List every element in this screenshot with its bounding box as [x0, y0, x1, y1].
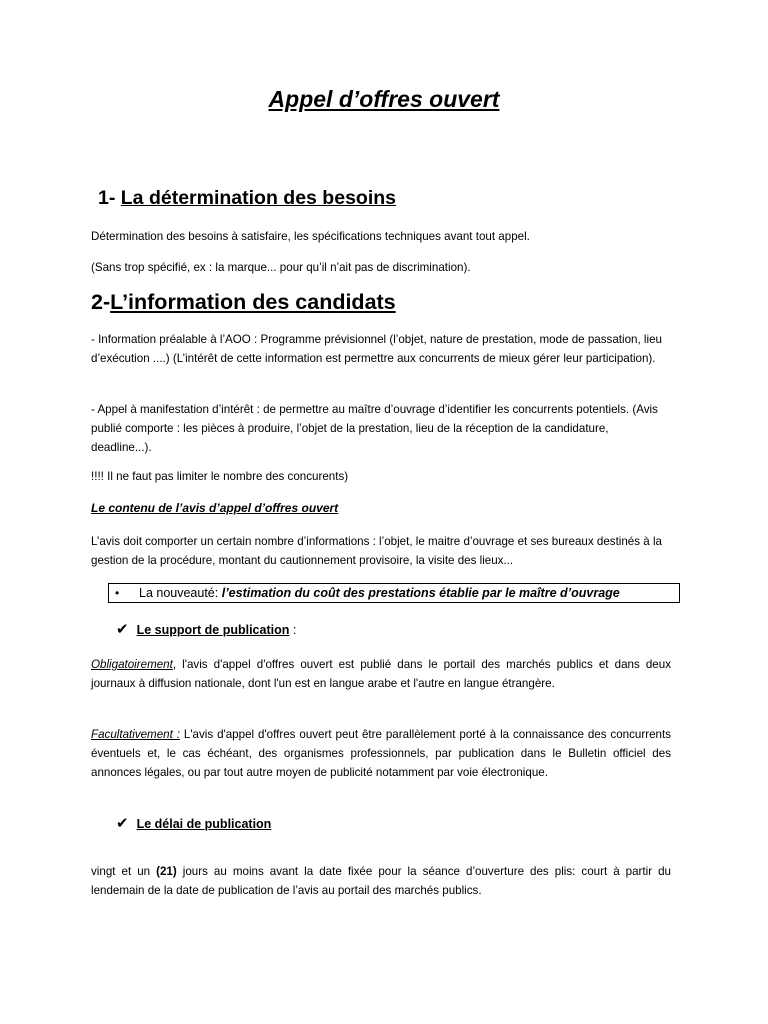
section-2-title: L’information des candidats: [110, 290, 396, 314]
support-heading-label: Le support de publication: [136, 623, 290, 637]
delai-heading: [116, 814, 271, 834]
delai-heading-label: Le délai de publication: [136, 817, 272, 831]
facultativement-label: Facultativement :: [91, 728, 180, 741]
contenu-paragraph: L’avis doit comporter un certain nombre d’informations : l’objet, le maitre d’ouvrage et ses bureaux destinés à la gestion de la procédure, montant du cautionnement provisoire, la visite des lieux...: [91, 535, 662, 567]
section-2-paragraph-3: !!!! Il ne faut pas limiter le nombre des concurents): [91, 470, 349, 483]
checkmark-icon: ✔: [116, 815, 129, 832]
obligatoirement-text: , l'avis d'appel d'offres ouvert est publié dans le portail des marchés publics et dans deux journaux à diffusion nationale, dont l'un est en langue arabe et l'autre en langue étrangère.: [91, 658, 671, 690]
support-paragraph-2: [91, 725, 671, 782]
contenu-heading: Le contenu de l’avis d’appel d’offres ouvert: [91, 501, 339, 515]
section-2-number: 2-: [91, 290, 111, 314]
delai-text-start: vingt et un: [91, 865, 157, 878]
section-1-paragraph-1: Détermination des besoins à satisfaire, les spécifications techniques avant tout appel.: [91, 230, 530, 243]
checkmark-icon: ✔: [116, 621, 129, 638]
section-1-number: 1-: [98, 187, 116, 209]
nouveaute-box: [108, 583, 680, 603]
support-heading-colon: :: [289, 623, 297, 637]
section-1-paragraph-2: (Sans trop spécifié, ex : la marque... pour qu’il n’ait pas de discrimination).: [91, 261, 471, 274]
facultativement-text: L'avis d'appel d'offres ouvert peut être parallèlement porté à la connaissance des concurrents éventuels et, le cas échéant, des organismes professionnels, par publication dans le Bulletin officiel des annonces légales, ou par tout autre moyen de publicité notamment par voie électronique.: [91, 728, 671, 779]
section-1-title: La détermination des besoins: [120, 187, 396, 209]
obligatoirement-label: Obligatoirement: [91, 658, 173, 671]
delai-paragraph: [91, 862, 671, 900]
page-title: Appel d’offres ouvert: [268, 86, 500, 112]
nouveaute-text: [139, 584, 620, 603]
nouveaute-detail: l’estimation du coût des prestations établie par le maître d’ouvrage: [221, 586, 620, 600]
support-paragraph-1: [91, 655, 671, 693]
bullet-icon: •: [115, 586, 120, 600]
section-2-paragraph-2: - Appel à manifestation d’intérêt : de permettre au maître d’ouvrage d’identifier les concurrents potentiels. (Avis publié comporte : les pièces à produire, l’objet de la prestation, lieu de la réception de la candidature, deadline...).: [91, 403, 658, 454]
delai-text-end: jours au moins avant la date fixée pour la séance d’ouverture des plis: court à partir du lendemain de la date de publication de l’avis au portail des marchés publics.: [91, 865, 671, 897]
nouveaute-label: La nouveauté:: [139, 586, 222, 600]
section-2-heading: [91, 290, 396, 315]
delai-days: (21): [156, 865, 177, 878]
section-2-paragraph-1: - Information préalable à l’AOO : Programme prévisionnel (l’objet, nature de prestation, mode de passation, lieu d’exécution ....) (L’intérêt de cette information est permettre aux concurrents de mieux gérer leur participation).: [91, 333, 662, 365]
support-heading: [116, 620, 296, 640]
section-1-heading: [98, 187, 396, 210]
